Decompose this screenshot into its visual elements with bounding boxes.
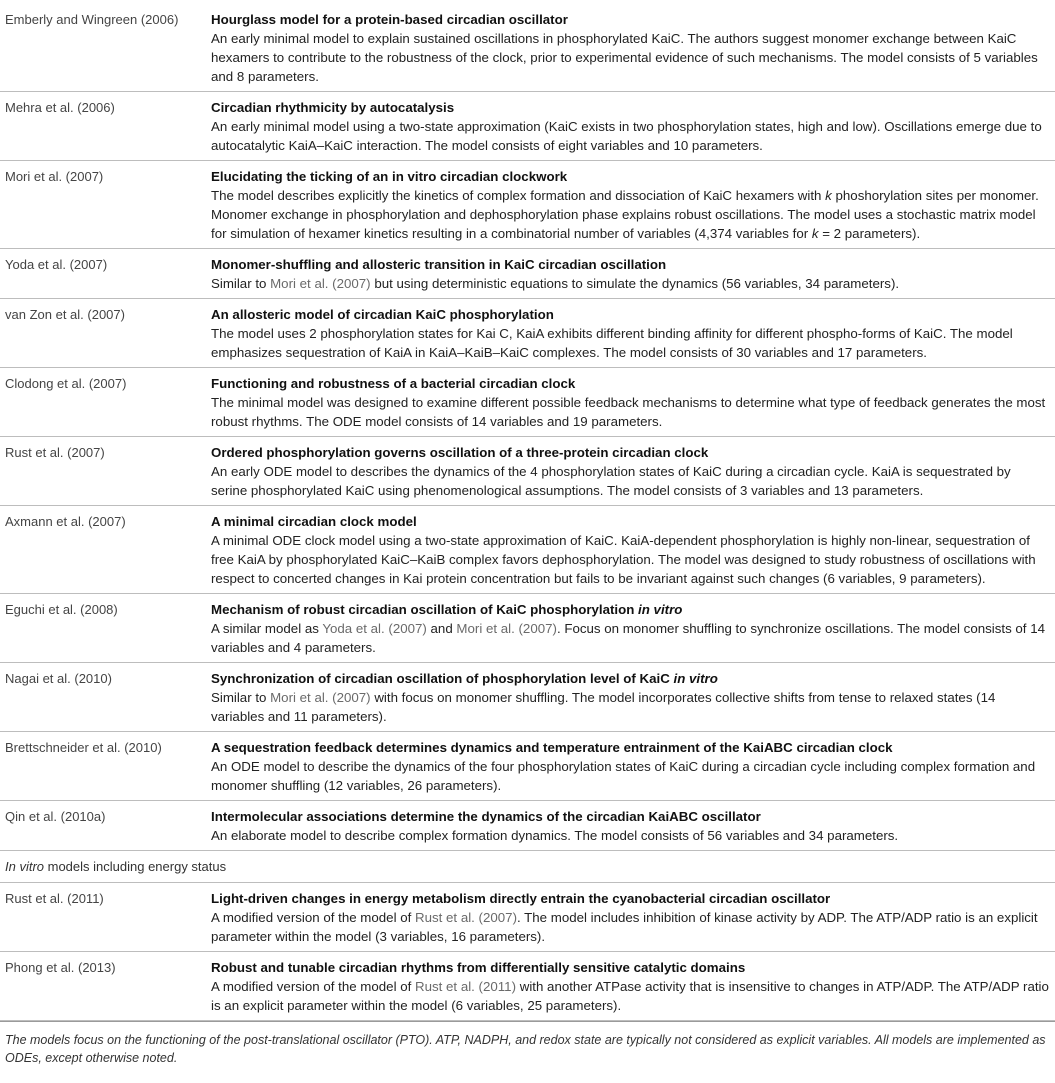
model-description xyxy=(211,977,1049,1015)
model-entry xyxy=(211,506,1055,594)
model-author: Axmann et al. (2007) xyxy=(0,506,211,594)
desc-text: but using deterministic equations to simulate the dynamics (56 variables, 34 parameters). xyxy=(370,276,900,291)
model-title: A minimal circadian clock model xyxy=(211,514,417,529)
section-header xyxy=(0,851,1055,883)
table-row xyxy=(0,161,1055,249)
citation-link[interactable]: Mori et al. (2007) xyxy=(456,621,557,636)
model-description: A minimal ODE clock model using a two-state approximation of KaiC. KaiA-dependent phosphorylation is highly non-linear, sequestration of free KaiA by phosphorylated KaiC–KaiB complex favors dephosphorylation. The model was designed to study robustness of oscillations with respect to concerted changes in Kai protein concentration but fails to be invariant against such changes (6 variables, 9 parameters). xyxy=(211,533,1036,586)
model-entry xyxy=(211,437,1055,506)
desc-text: with another ATPase activity that is insensitive to changes in ATP/ADP. The ATP/ADP ratio is an explicit parameter within the model (6 variables, 25 parameters). xyxy=(211,979,1049,1013)
desc-text: A similar model as xyxy=(211,621,323,636)
table-row xyxy=(0,506,1055,594)
section-text: models including energy status xyxy=(44,859,227,874)
table-footnote: The models focus on the functioning of the post-translational oscillator (PTO). ATP, NADPH, and redox state are typically not considered as explicit variables. All models are implemented as ODEs, except otherwise noted. xyxy=(0,1021,1055,1067)
model-title: Ordered phosphorylation governs oscillation of a three-protein circadian clock xyxy=(211,445,709,460)
model-entry xyxy=(211,594,1055,663)
model-description xyxy=(211,274,1049,293)
desc-text: A modified version of the model of xyxy=(211,979,415,994)
model-author: van Zon et al. (2007) xyxy=(0,299,211,368)
model-author: Phong et al. (2013) xyxy=(0,952,211,1021)
model-author: Clodong et al. (2007) xyxy=(0,368,211,437)
model-author: Rust et al. (2007) xyxy=(0,437,211,506)
model-entry xyxy=(211,92,1055,161)
table-row xyxy=(0,952,1055,1021)
model-entry xyxy=(211,299,1055,368)
table-row xyxy=(0,437,1055,506)
model-title: Elucidating the ticking of an in vitro circadian clockwork xyxy=(211,169,568,184)
citation-link[interactable]: Mori et al. (2007) xyxy=(270,276,371,291)
model-description: An early minimal model using a two-state approximation (KaiC exists in two phosphorylation states, high and low). Oscillations emerge due to autocatalytic KaiA–KaiC interaction. The model consists of eight variables and 10 parameters. xyxy=(211,119,1042,153)
desc-variable: k xyxy=(811,226,819,241)
model-title xyxy=(211,669,1049,688)
table-row xyxy=(0,92,1055,161)
model-description xyxy=(211,688,1049,726)
model-title: Monomer-shuffling and allosteric transition in KaiC circadian oscillation xyxy=(211,257,667,272)
model-author: Brettschneider et al. (2010) xyxy=(0,732,211,801)
model-description: An elaborate model to describe complex formation dynamics. The model consists of 56 variables and 34 parameters. xyxy=(211,828,899,843)
model-entry xyxy=(211,801,1055,851)
model-title xyxy=(211,600,1049,619)
model-author: Emberly and Wingreen (2006) xyxy=(0,0,211,92)
table-row xyxy=(0,0,1055,92)
model-entry xyxy=(211,161,1055,249)
model-author: Eguchi et al. (2008) xyxy=(0,594,211,663)
model-title: Functioning and robustness of a bacterial circadian clock xyxy=(211,376,576,391)
model-description: An early ODE model to describes the dynamics of the 4 phosphorylation states of KaiC during a circadian cycle. KaiA is sequestrated by serine phosphorylated KaiC using phenomenological assumptions. The model consists of 3 variables and 13 parameters. xyxy=(211,464,1011,498)
title-text: Synchronization of circadian oscillation of phosphorylation level of KaiC xyxy=(211,671,674,686)
desc-text: with focus on monomer shuffling. The model incorporates collective shifts from tense to relaxed states (14 variables and 11 parameters). xyxy=(211,690,996,724)
model-author: Yoda et al. (2007) xyxy=(0,249,211,299)
model-description xyxy=(211,186,1049,243)
desc-text: The model describes explicitly the kinetics of complex formation and dissociation of KaiC hexamers with xyxy=(211,188,826,203)
desc-text: Similar to xyxy=(211,276,271,291)
desc-text: and xyxy=(426,621,457,636)
model-entry xyxy=(211,883,1055,952)
model-entry xyxy=(211,368,1055,437)
model-description: An early minimal model to explain sustained oscillations in phosphorylated KaiC. The authors suggest monomer exchange between KaiC hexamers to contribute to the robustness of the clock, prior to experimental evidence of such mechanisms. The model consists of 5 variables and 8 parameters. xyxy=(211,31,1038,84)
section-italic: In vitro xyxy=(5,859,45,874)
model-title: Hourglass model for a protein-based circadian oscillator xyxy=(211,12,568,27)
model-description: An ODE model to describe the dynamics of the four phosphorylation states of KaiC during a circadian cycle including complex formation and monomer shuffling (12 variables, 26 parameters). xyxy=(211,759,1036,793)
title-text: Mechanism of robust circadian oscillation of KaiC phosphorylation xyxy=(211,602,639,617)
desc-variable: k xyxy=(825,188,832,203)
table-row xyxy=(0,249,1055,299)
section-label xyxy=(0,851,1055,883)
model-author: Mehra et al. (2006) xyxy=(0,92,211,161)
model-title: Robust and tunable circadian rhythms from differentially sensitive catalytic domains xyxy=(211,960,746,975)
title-italic: in vitro xyxy=(673,671,718,686)
model-entry xyxy=(211,249,1055,299)
model-title: A sequestration feedback determines dynamics and temperature entrainment of the KaiABC circadian clock xyxy=(211,740,893,755)
citation-link[interactable]: Mori et al. (2007) xyxy=(270,690,371,705)
desc-text: . Focus on monomer shuffling to synchronize oscillations. The model consists of 14 variables and 4 parameters. xyxy=(211,621,1045,655)
model-entry xyxy=(211,663,1055,732)
table-row xyxy=(0,299,1055,368)
model-description: The minimal model was designed to examine different possible feedback mechanisms to determine what type of feedback generates the most robust rhythms. The ODE model consists of 14 variables and 19 parameters. xyxy=(211,395,1046,429)
citation-link[interactable]: Yoda et al. (2007) xyxy=(322,621,427,636)
desc-text: A modified version of the model of xyxy=(211,910,415,925)
desc-text: Similar to xyxy=(211,690,271,705)
desc-text: = 2 parameters). xyxy=(818,226,921,241)
table-row xyxy=(0,368,1055,437)
desc-text: phoshorylation sites per monomer. Monomer exchange in phosphorylation and dephosphorylation phase explains robust oscillations. The model uses a stochastic matrix model for simulation of hexamer kinetics resulting in a combinatorial number of variables (4,374 variables for xyxy=(211,188,1039,241)
table-row xyxy=(0,594,1055,663)
table-row xyxy=(0,801,1055,851)
desc-text: . The model includes inhibition of kinase activity by ADP. The ATP/ADP ratio is an explicit parameter within the model (3 variables, 16 parameters). xyxy=(211,910,1038,944)
model-entry xyxy=(211,0,1055,92)
model-title: Circadian rhythmicity by autocatalysis xyxy=(211,100,455,115)
table-row xyxy=(0,663,1055,732)
model-entry xyxy=(211,732,1055,801)
model-author: Rust et al. (2011) xyxy=(0,883,211,952)
model-title: Intermolecular associations determine the dynamics of the circadian KaiABC oscillator xyxy=(211,809,761,824)
table-row xyxy=(0,732,1055,801)
model-description xyxy=(211,619,1049,657)
model-description: The model uses 2 phosphorylation states for Kai C, KaiA exhibits different binding affinity for different phospho-forms of KaiC. The model emphasizes sequestration of KaiA in KaiA–KaiB–KaiC complexes. The model consists of 30 variables and 17 parameters. xyxy=(211,326,1013,360)
table-row xyxy=(0,883,1055,952)
title-italic: in vitro xyxy=(638,602,683,617)
citation-link[interactable]: Rust et al. (2011) xyxy=(415,979,517,994)
model-author: Nagai et al. (2010) xyxy=(0,663,211,732)
model-title: Light-driven changes in energy metabolism directly entrain the cyanobacterial circadian oscillator xyxy=(211,891,831,906)
model-title: An allosteric model of circadian KaiC phosphorylation xyxy=(211,307,554,322)
model-entry xyxy=(211,952,1055,1021)
model-author: Mori et al. (2007) xyxy=(0,161,211,249)
citation-link[interactable]: Rust et al. (2007) xyxy=(415,910,517,925)
model-description xyxy=(211,908,1049,946)
model-author: Qin et al. (2010a) xyxy=(0,801,211,851)
